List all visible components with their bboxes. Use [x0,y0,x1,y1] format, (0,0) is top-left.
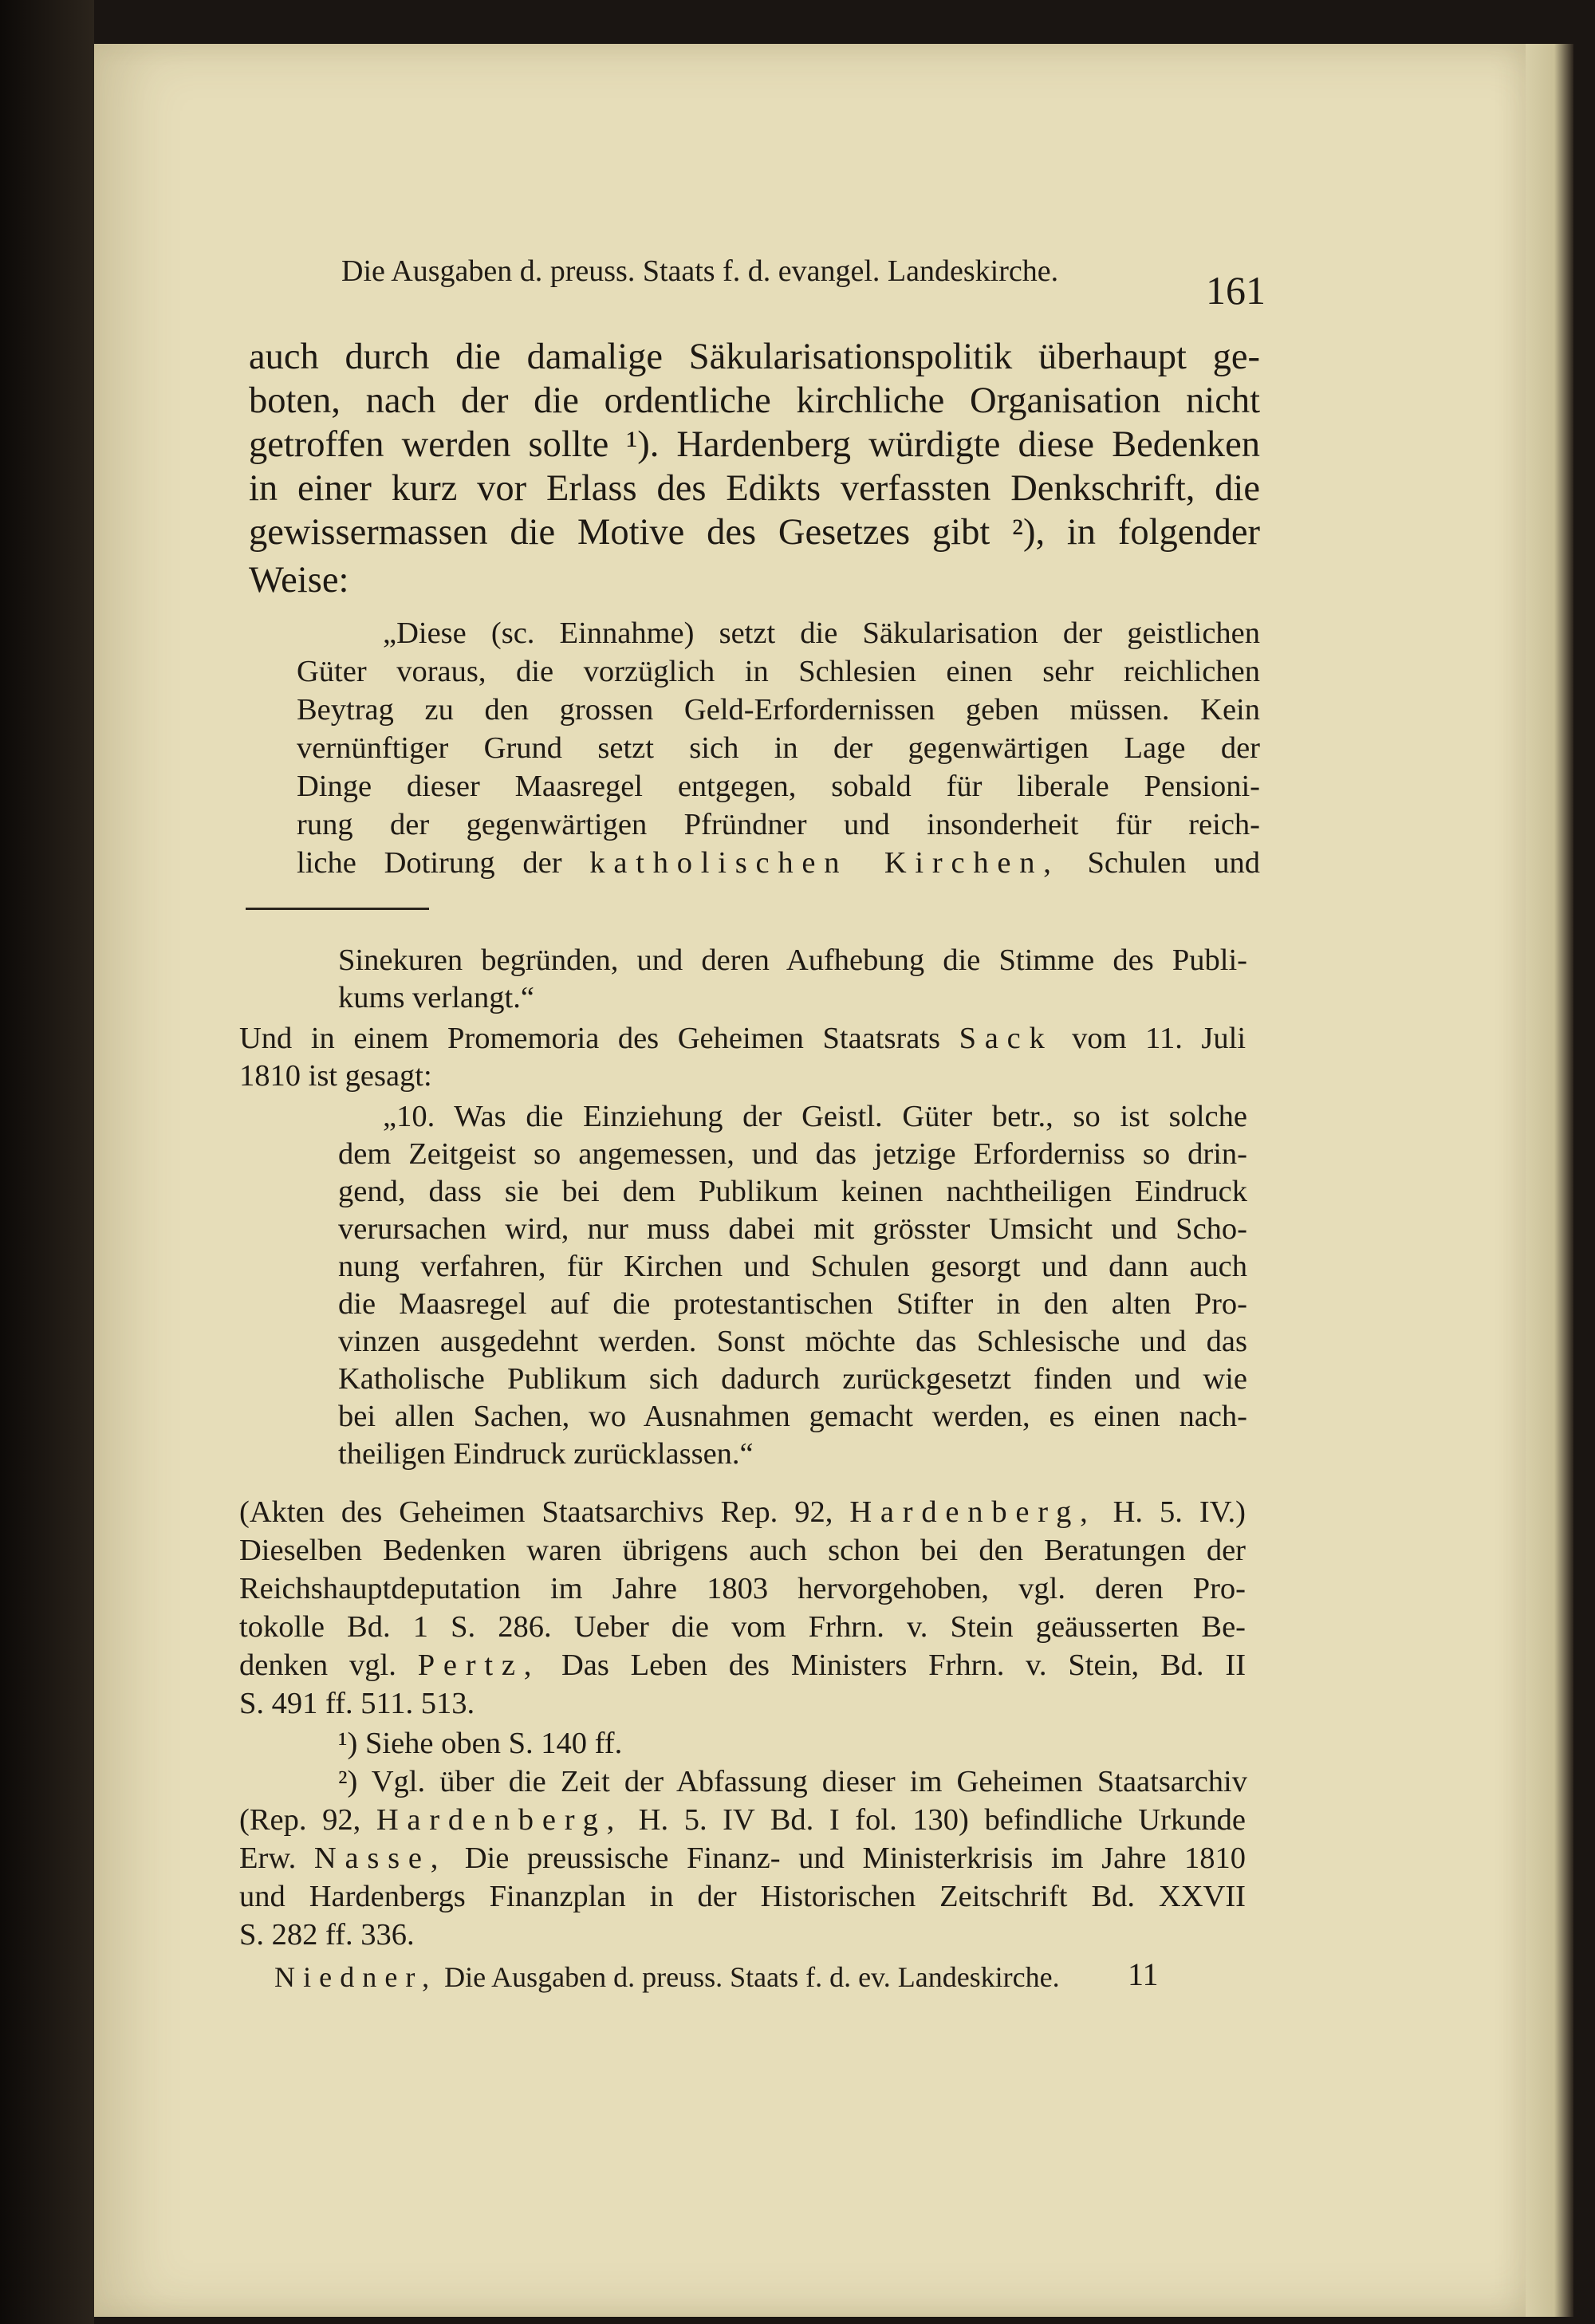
footnote-line [239,1650,1246,1681]
spaced-text: Nasse, [313,1841,447,1875]
quote-line [297,848,1260,879]
footnote-line [239,1843,1246,1874]
spaced-text: Hardenberg, [849,1495,1097,1529]
body-line: in einer kurz vor Erlass des Edikts verfassten Denkschrift, die [249,468,1260,509]
footnote-line: verursachen wird, nur muss dabei mit grösster Umsicht und Scho- [338,1212,1247,1246]
footnote-rule [246,908,429,910]
footnote-line: 1810 ist gesagt: [239,1059,432,1093]
footnote-text: vom 11. Juli [1072,1022,1246,1055]
footnote-line: kums verlangt.“ [338,981,534,1014]
running-head: Die Ausgaben d. preuss. Staats f. d. evangel. Landeskirche. [341,254,1059,288]
footnote-text: Die preussische Finanz- und Ministerkrisis im Jahre 1810 [464,1841,1246,1875]
footnote-line: bei allen Sachen, wo Ausnahmen gemacht werden, es einen nach- [338,1400,1247,1433]
signature-author: Niedner, [274,1961,438,1993]
footnote-line [239,1497,1246,1528]
footnote-text: H. 5. IV.) [1113,1495,1246,1529]
footnote-text: (Rep. 92, [239,1803,361,1837]
footnote-line [239,1023,1246,1054]
footnote-text: Das Leben des Ministers Frhrn. v. Stein, Bd. II [561,1648,1246,1682]
footnote-line: „10. Was die Einziehung der Geistl. Güter betr., so ist solche [383,1100,1247,1133]
body-line: boten, nach der die ordentliche kirchliche Organisation nicht [249,380,1260,421]
footnote-line: S. 282 ff. 336. [239,1918,415,1952]
quote-line: Dinge dieser Maasregel entgegen, sobald für liberale Pensioni- [297,770,1260,803]
signature-line [274,1960,1060,1994]
sheet-number: 11 [1128,1956,1159,1992]
footnote-text: H. 5. IV Bd. I fol. 130) befindliche Urkunde [638,1803,1246,1837]
quote-line: Beytrag zu den grossen Geld-Erfordernissen geben müssen. Kein [297,693,1260,727]
footnote-line: vinzen ausgedehnt werden. Sonst möchte das Schlesische und das [338,1325,1247,1358]
spaced-text: katholischen Kirchen, [589,846,1060,880]
body-line: auch durch die damalige Säkularisationspolitik überhaupt ge- [249,337,1260,377]
quote-text: Schulen und [1087,846,1261,880]
quote-line: vernünftiger Grund setzt sich in der gegenwärtigen Lage der [297,731,1260,765]
quote-line: Güter voraus, die vorzüglich in Schlesien einen sehr reichlichen [297,655,1260,688]
body-line: getroffen werden sollte ¹). Hardenberg würdigte diese Bedenken [249,424,1260,465]
footnote-1: ¹) Siehe oben S. 140 ff. [338,1727,623,1760]
page-edge [1526,44,1573,2317]
footnote-text: Erw. [239,1841,297,1875]
footnote-2: ²) Vgl. über die Zeit der Abfassung dieser im Geheimen Staatsarchiv [338,1765,1247,1798]
footnote-line: die Maasregel auf die protestantischen Stifter in den alten Pro- [338,1287,1247,1321]
book-gutter-shadow [0,0,94,2324]
footnote-line: gend, dass sie bei dem Publikum keinen nachtheiligen Eindruck [338,1175,1247,1208]
footnote-line: nung verfahren, für Kirchen und Schulen gesorgt und dann auch [338,1250,1247,1283]
footnote-line: theiligen Eindruck zurücklassen.“ [338,1437,754,1471]
quote-text: liche Dotirung der [297,846,562,880]
quote-line: „Diese (sc. Einnahme) setzt die Säkularisation der geistlichen [383,616,1260,650]
spaced-text: Sack [959,1022,1053,1055]
body-line: Weise: [249,560,349,601]
spaced-text: Pertz, [417,1648,541,1682]
spaced-text: Hardenberg, [376,1803,624,1837]
footnote-line: Dieselben Bedenken waren übrigens auch schon bei den Beratungen der [239,1534,1246,1567]
footnote-text: (Akten des Geheimen Staatsarchivs Rep. 92, [239,1495,833,1529]
footnote-text: denken vgl. [239,1648,396,1682]
signature-title: Die Ausgaben d. preuss. Staats f. d. ev. Landeskirche. [444,1961,1060,1993]
body-line: gewissermassen die Motive des Gesetzes gibt ²), in folgender [249,512,1260,553]
footnote-text: Und in einem Promemoria des Geheimen Staatsrats [239,1022,941,1055]
footnote-line: Sinekuren begründen, und deren Aufhebung die Stimme des Publi- [338,943,1247,977]
footnote-line: S. 491 ff. 511. 513. [239,1687,475,1720]
page-number: 161 [1206,268,1266,313]
quote-line: rung der gegenwärtigen Pfründner und insonderheit für reich- [297,808,1260,841]
footnote-line: tokolle Bd. 1 S. 286. Ueber die vom Frhrn. v. Stein geäusserten Be- [239,1610,1246,1644]
footnote-line: Katholische Publikum sich dadurch zurückgesetzt finden und wie [338,1362,1247,1396]
footnote-line: und Hardenbergs Finanzplan in der Historischen Zeitschrift Bd. XXVII [239,1880,1246,1913]
footnote-line: dem Zeitgeist so angemessen, und das jetzige Erforderniss so drin- [338,1137,1247,1171]
footnote-line [239,1805,1246,1836]
footnote-line: Reichshauptdeputation im Jahre 1803 hervorgehoben, vgl. deren Pro- [239,1572,1246,1605]
